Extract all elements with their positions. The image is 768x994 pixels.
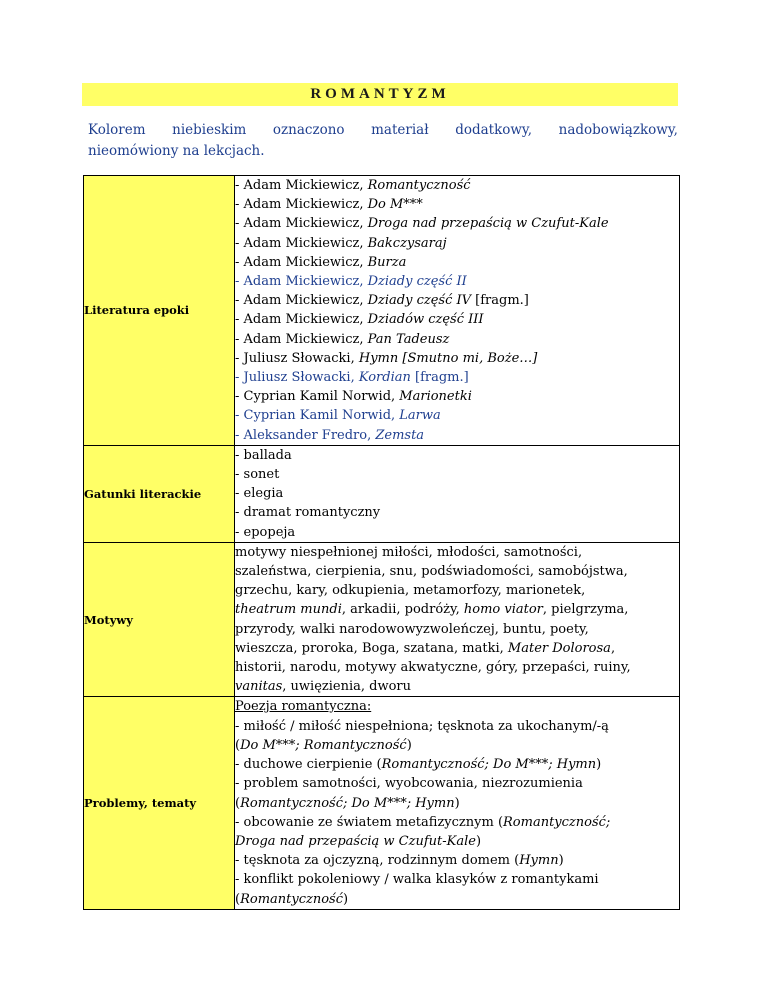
problem-line: (Romantyczność; Do M***; Hymn) (235, 795, 460, 811)
problem-line: (Romantyczność) (235, 891, 349, 907)
note-word: Kolorem (88, 122, 146, 138)
motif-line: wieszcza, proroka, Boga, szatana, matki, Mater Dolorosa, (235, 640, 616, 656)
label-gatunki: Gatunki literackie (84, 445, 235, 542)
literature-item: - Adam Mickiewicz, Dziady część IV [fragm.] (235, 293, 529, 309)
literature-item-optional: - Cyprian Kamil Norwid, Larwa (235, 408, 441, 424)
motifs-text (235, 542, 680, 697)
genre-item: - epopeja (235, 524, 296, 540)
genre-item: - dramat romantyczny (235, 505, 381, 521)
motif-line: grzechu, kary, odkupienia, metamorfozy, marionetek, (235, 583, 586, 599)
row-literatura (84, 176, 680, 446)
problem-line: - konflikt pokoleniowy / walka klasyków z romantykami (235, 872, 599, 888)
literature-item: - Adam Mickiewicz, Romantyczność (235, 178, 471, 193)
label-problemy: Problemy, tematy (84, 697, 235, 909)
motif-line: motywy niespełnionej miłości, młodości, samotności, (235, 544, 583, 560)
genre-list (235, 445, 680, 542)
row-gatunki (84, 445, 680, 542)
note-line-2: nieomówiony na lekcjach. (88, 143, 265, 159)
literature-item-optional: - Adam Mickiewicz, Dziady część II (235, 274, 467, 290)
genre-item: - ballada (235, 447, 292, 463)
literature-item: - Adam Mickiewicz, Bakczysaraj (235, 235, 447, 251)
literature-item: - Juliusz Słowacki, Hymn [Smutno mi, Boże…] (235, 350, 538, 366)
problem-line: - miłość / miłość niespełniona; tęsknota za ukochanym/-ą (235, 718, 609, 734)
note-word: materiał (371, 122, 429, 138)
label-motywy: Motywy (84, 542, 235, 697)
row-motywy (84, 542, 680, 697)
motif-line: historii, narodu, motywy akwatyczne, góry, przepaści, ruiny, (235, 660, 631, 676)
title-banner (82, 83, 678, 106)
literature-item: - Adam Mickiewicz, Droga nad przepaścią w Czufut-Kale (235, 216, 609, 232)
problem-line: - obcowanie ze światem metafizycznym (Romantyczność; (235, 814, 611, 830)
genre-item: - sonet (235, 467, 280, 483)
label-literatura: Literatura epoki (84, 176, 235, 446)
row-problemy (84, 697, 680, 909)
problems-text (235, 697, 680, 909)
note-word: oznaczono (272, 122, 345, 138)
note-word: niebieskim (172, 122, 247, 138)
literature-item: - Cyprian Kamil Norwid, Marionetki (235, 389, 472, 405)
motif-line: theatrum mundi, arkadii, podróży, homo viator, pielgrzyma, (235, 602, 629, 618)
note-word: nadobowiązkowy, (558, 122, 678, 138)
color-note (88, 120, 678, 162)
romanticism-table (83, 175, 680, 910)
motif-line: vanitas, uwięzienia, dworu (235, 679, 412, 695)
literature-item: - Adam Mickiewicz, Burza (235, 254, 407, 270)
problem-line: - duchowe cierpienie (Romantyczność; Do M***; Hymn) (235, 757, 602, 773)
problem-line: - problem samotności, wyobcowania, niezrozumienia (235, 776, 583, 792)
genre-item: - elegia (235, 486, 284, 502)
motif-line: przyrody, walki narodowowyzwoleńczej, buntu, poety, (235, 621, 589, 637)
literature-list (235, 176, 680, 446)
problem-line: (Do M***; Romantyczność) (235, 737, 412, 753)
literature-item: - Adam Mickiewicz, Do M*** (235, 197, 423, 213)
note-word: dodatkowy, (455, 122, 533, 138)
motif-line: szaleństwa, cierpienia, snu, podświadomości, samobójstwa, (235, 564, 628, 580)
literature-item-optional: - Aleksander Fredro, Zemsta (235, 427, 425, 443)
problem-line: Droga nad przepaścią w Czufut-Kale) (235, 833, 482, 849)
note-line-1 (88, 120, 678, 141)
literature-item: - Adam Mickiewicz, Pan Tadeusz (235, 331, 450, 347)
page-title: ROMANTYZM (310, 86, 450, 102)
problem-line: - tęsknota za ojczyzną, rodzinnym domem (Hymn) (235, 853, 564, 869)
literature-item: - Adam Mickiewicz, Dziadów część III (235, 312, 484, 328)
problems-heading: Poezja romantyczna: (235, 699, 372, 715)
literature-item-optional: - Juliusz Słowacki, Kordian [fragm.] (235, 370, 469, 386)
